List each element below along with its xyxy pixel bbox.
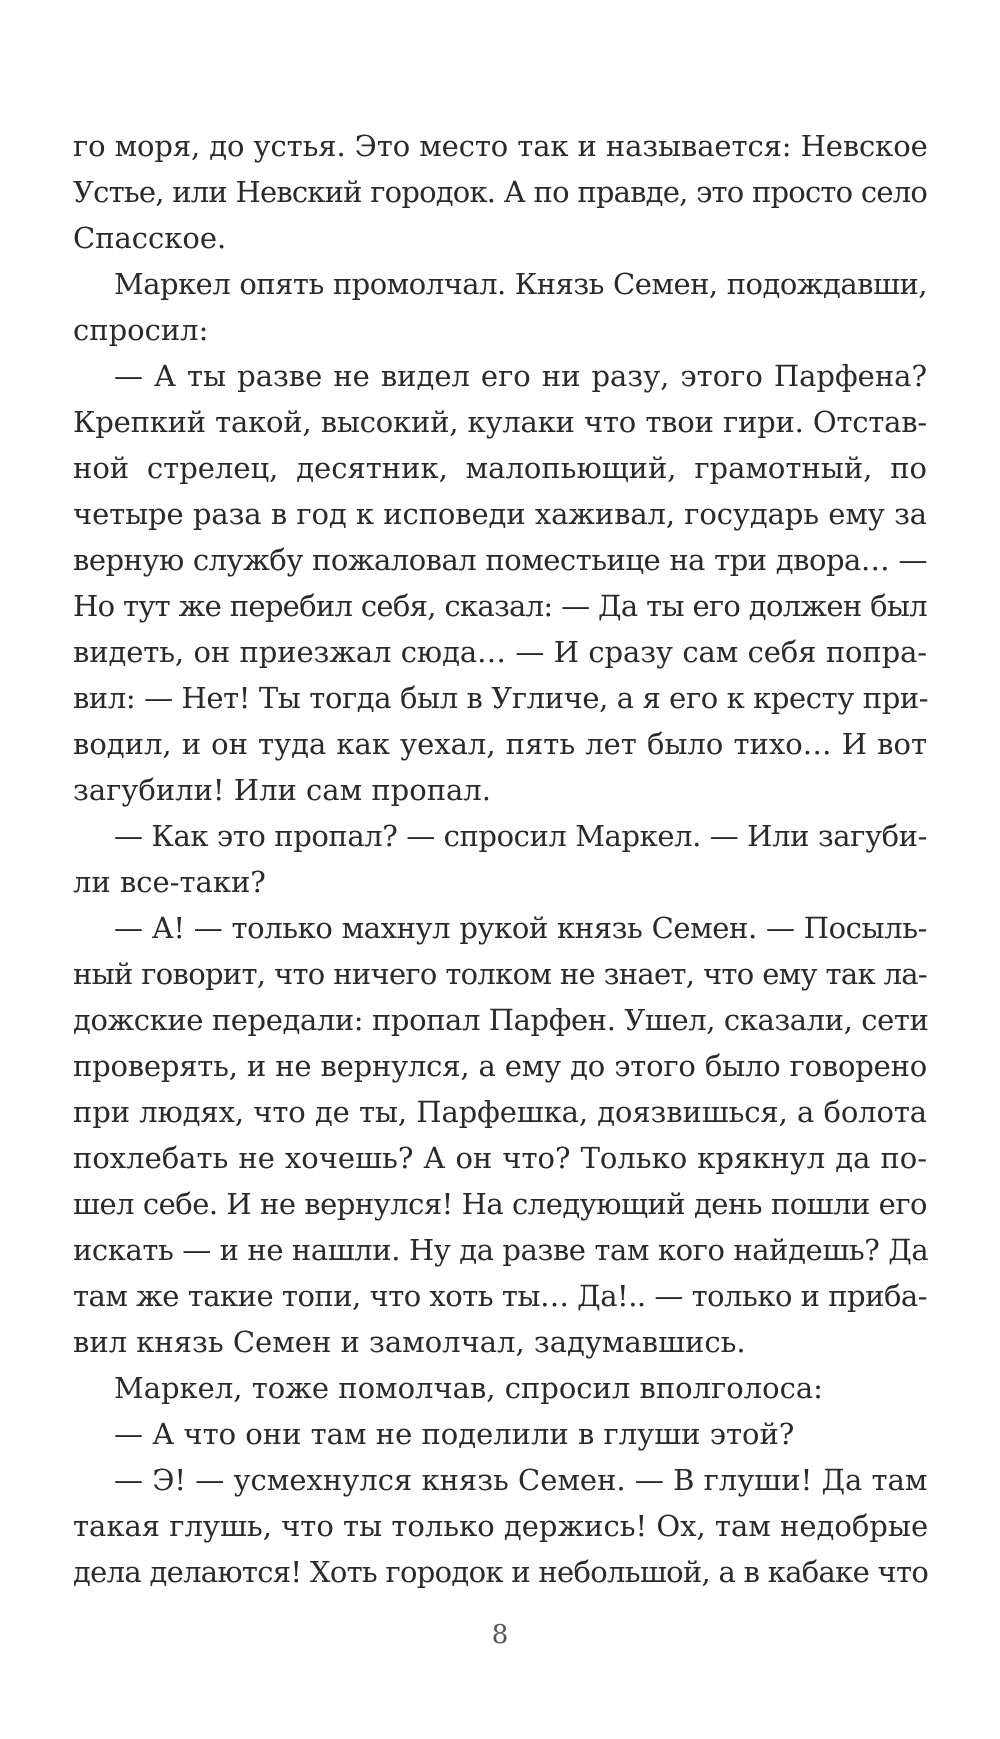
text-line: Маркел опять промолчал. Князь Семен, подождавши, <box>114 267 927 301</box>
text-line: верную службу пожаловал поместьице на три двора… — <box>73 543 927 577</box>
text-line: Крепкий такой, высокий, кулаки что твои гири. Отстав- <box>73 405 927 439</box>
text-line: видеть, он приезжал сюда… — И сразу сам себя попра- <box>73 635 927 669</box>
text-line: — Как это пропал? — спросил Маркел. — Или загуби- <box>114 819 927 853</box>
text-line: при людях, что де ты, Парфешка, доязвишься, а болота <box>73 1095 927 1129</box>
page-number: 8 <box>491 1620 509 1650</box>
text-line: вил князь Семен и замолчал, задумавшись. <box>73 1325 746 1359</box>
text-line: четыре раза в год к исповеди хаживал, государь ему за <box>73 497 927 531</box>
text-line: водил, и он туда как уехал, пять лет было тихо… И вот <box>73 727 927 761</box>
text-line: Спасское. <box>73 221 227 255</box>
text-line: загубили! Или сам пропал. <box>73 773 491 807</box>
text-line: Устье, или Невский городок. А по правде, это просто село <box>73 175 927 209</box>
text-line: — А! — только махнул рукой князь Семен. — Посыль- <box>114 911 927 945</box>
text-line: там же такие топи, что хоть ты… Да!.. — только и приба- <box>73 1279 927 1313</box>
text-line: спросил: <box>73 313 209 347</box>
text-line: Маркел, тоже помолчав, спросил вполголоса: <box>114 1371 823 1405</box>
text-line: — А ты разве не видел его ни разу, этого Парфена? <box>114 359 927 393</box>
text-line: шел себе. И не вернулся! На следующий день пошли его <box>73 1187 927 1221</box>
text-line: проверять, и не вернулся, а ему до этого было говорено <box>73 1049 927 1083</box>
text-line: вил: — Нет! Ты тогда был в Угличе, а я его к кресту при- <box>73 681 929 715</box>
text-line: — А что они там не поделили в глуши этой? <box>114 1417 795 1451</box>
body-text <box>73 123 927 1595</box>
text-line: такая глушь, что ты только держись! Ох, там недобрые <box>73 1509 929 1543</box>
text-line: похлебать не хочешь? А он что? Только крякнул да по- <box>73 1141 927 1175</box>
text-line: Но тут же перебил себя, сказал: — Да ты его должен был <box>73 589 927 623</box>
text-line: искать — и не нашли. Ну да разве там кого найдешь? Да <box>73 1233 929 1267</box>
text-line: — Э! — усмехнулся князь Семен. — В глуши! Да там <box>114 1463 928 1497</box>
text-line: ли все-таки? <box>73 865 266 899</box>
text-line: го моря, до устья. Это место так и называется: Невское <box>73 129 928 163</box>
text-line: дожские передали: пропал Парфен. Ушел, сказали, сети <box>73 1003 929 1037</box>
text-line: ной стрелец, десятник, малопьющий, грамотный, по <box>73 451 927 485</box>
text-line: дела делаются! Хоть городок и небольшой, а в кабаке что <box>73 1555 929 1589</box>
text-line: ный говорит, что ничего толком не знает, что ему так ла- <box>73 957 927 991</box>
